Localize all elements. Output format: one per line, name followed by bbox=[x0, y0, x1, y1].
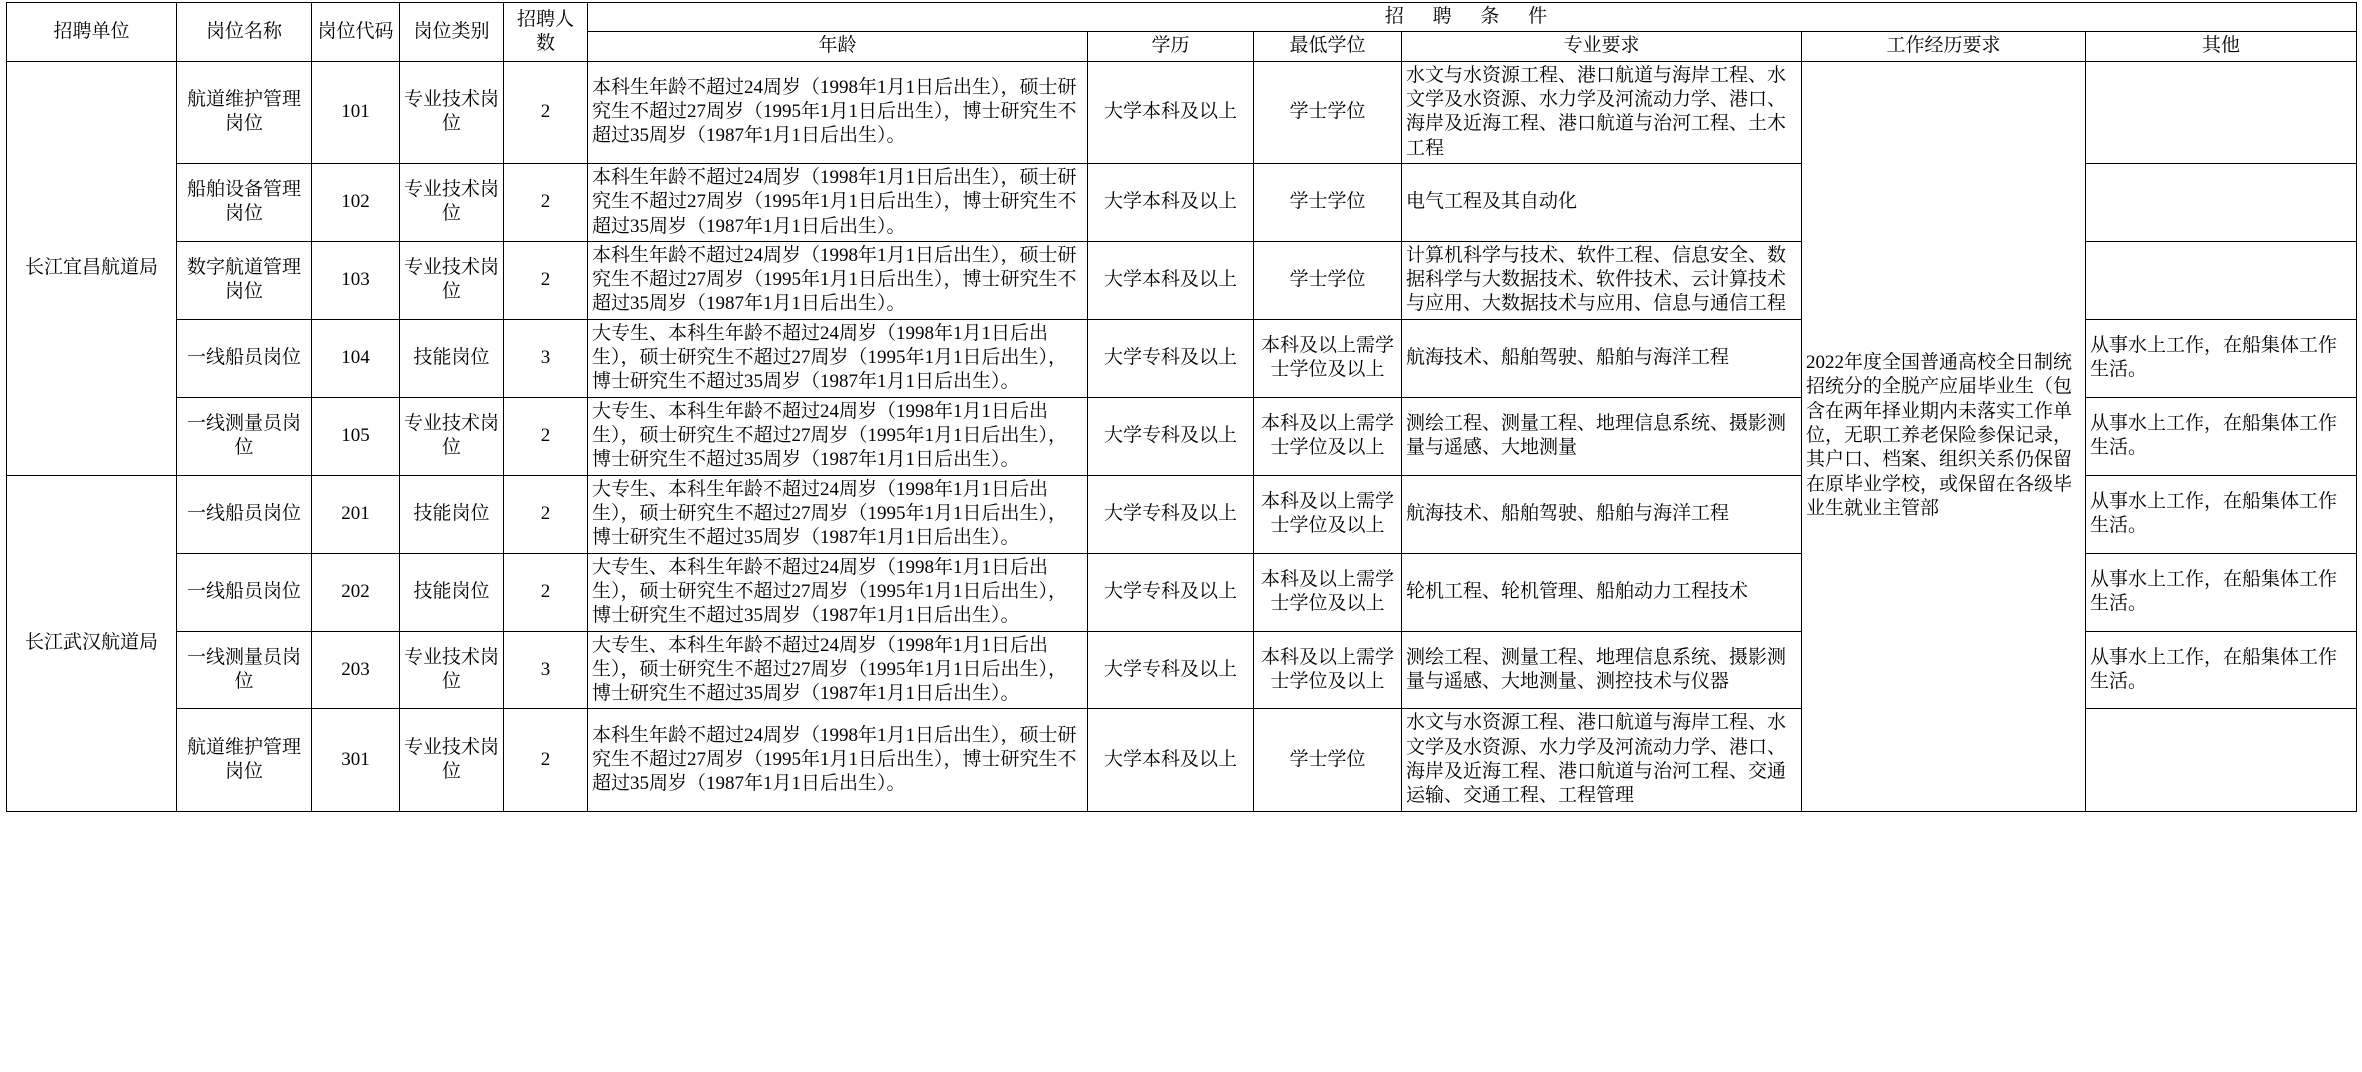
post-type-cell: 专业技术岗位 bbox=[400, 163, 504, 241]
header-min-degree: 最低学位 bbox=[1254, 32, 1402, 61]
age-cell: 大专生、本科生年龄不超过24周岁（1998年1月1日后出生），硕士研究生不超过27周岁（1995年1月1日后出生），博士研究生不超过35周岁（1987年1月1日后出生）。 bbox=[588, 631, 1088, 709]
education-cell: 大学专科及以上 bbox=[1088, 397, 1254, 475]
age-cell: 本科生年龄不超过24周岁（1998年1月1日后出生），硕士研究生不超过27周岁（1995年1月1日后出生），博士研究生不超过35周岁（1987年1月1日后出生）。 bbox=[588, 163, 1088, 241]
other-cell bbox=[2086, 61, 2357, 163]
age-cell: 大专生、本科生年龄不超过24周岁（1998年1月1日后出生），硕士研究生不超过27周岁（1995年1月1日后出生），博士研究生不超过35周岁（1987年1月1日后出生）。 bbox=[588, 397, 1088, 475]
major-cell: 测绘工程、测量工程、地理信息系统、摄影测量与遥感、大地测量 bbox=[1402, 397, 1802, 475]
header-major: 专业要求 bbox=[1402, 32, 1802, 61]
other-cell bbox=[2086, 241, 2357, 319]
other-cell: 从事水上工作，在船集体工作生活。 bbox=[2086, 553, 2357, 631]
unit-cell: 长江武汉航道局 bbox=[7, 475, 177, 811]
post-name-cell: 数字航道管理岗位 bbox=[177, 241, 312, 319]
post-type-cell: 技能岗位 bbox=[400, 553, 504, 631]
post-name-cell: 一线船员岗位 bbox=[177, 475, 312, 553]
post-code-cell: 103 bbox=[312, 241, 400, 319]
age-cell: 大专生、本科生年龄不超过24周岁（1998年1月1日后出生），硕士研究生不超过27周岁（1995年1月1日后出生），博士研究生不超过35周岁（1987年1月1日后出生）。 bbox=[588, 553, 1088, 631]
post-name-cell: 船舶设备管理岗位 bbox=[177, 163, 312, 241]
other-cell: 从事水上工作，在船集体工作生活。 bbox=[2086, 475, 2357, 553]
post-code-cell: 301 bbox=[312, 709, 400, 811]
headcount-cell: 3 bbox=[504, 631, 588, 709]
major-cell: 航海技术、船舶驾驶、船舶与海洋工程 bbox=[1402, 475, 1802, 553]
min-degree-cell: 本科及以上需学士学位及以上 bbox=[1254, 397, 1402, 475]
post-name-cell: 一线船员岗位 bbox=[177, 319, 312, 397]
major-cell: 水文与水资源工程、港口航道与海岸工程、水文学及水资源、水力学及河流动力学、港口、海岸及近海工程、港口航道与治河工程、交通运输、交通工程、工程管理 bbox=[1402, 709, 1802, 811]
age-cell: 本科生年龄不超过24周岁（1998年1月1日后出生），硕士研究生不超过27周岁（1995年1月1日后出生），博士研究生不超过35周岁（1987年1月1日后出生）。 bbox=[588, 61, 1088, 163]
education-cell: 大学专科及以上 bbox=[1088, 631, 1254, 709]
post-name-cell: 航道维护管理岗位 bbox=[177, 709, 312, 811]
post-type-cell: 技能岗位 bbox=[400, 475, 504, 553]
min-degree-cell: 本科及以上需学士学位及以上 bbox=[1254, 475, 1402, 553]
headcount-cell: 2 bbox=[504, 709, 588, 811]
post-type-cell: 专业技术岗位 bbox=[400, 61, 504, 163]
headcount-cell: 2 bbox=[504, 241, 588, 319]
header-post-code: 岗位代码 bbox=[312, 3, 400, 62]
post-code-cell: 202 bbox=[312, 553, 400, 631]
major-cell: 水文与水资源工程、港口航道与海岸工程、水文学及水资源、水力学及河流动力学、港口、海岸及近海工程、港口航道与治河工程、土木工程 bbox=[1402, 61, 1802, 163]
education-cell: 大学专科及以上 bbox=[1088, 319, 1254, 397]
post-code-cell: 201 bbox=[312, 475, 400, 553]
age-cell: 大专生、本科生年龄不超过24周岁（1998年1月1日后出生），硕士研究生不超过27周岁（1995年1月1日后出生），博士研究生不超过35周岁（1987年1月1日后出生）。 bbox=[588, 319, 1088, 397]
education-cell: 大学本科及以上 bbox=[1088, 709, 1254, 811]
headcount-cell: 2 bbox=[504, 553, 588, 631]
post-type-cell: 技能岗位 bbox=[400, 319, 504, 397]
major-cell: 计算机科学与技术、软件工程、信息安全、数据科学与大数据技术、软件技术、云计算技术与应用、大数据技术与应用、信息与通信工程 bbox=[1402, 241, 1802, 319]
min-degree-cell: 本科及以上需学士学位及以上 bbox=[1254, 319, 1402, 397]
headcount-cell: 3 bbox=[504, 319, 588, 397]
header-other: 其他 bbox=[2086, 32, 2357, 61]
table-row bbox=[7, 61, 2357, 163]
min-degree-cell: 学士学位 bbox=[1254, 163, 1402, 241]
post-name-cell: 航道维护管理岗位 bbox=[177, 61, 312, 163]
education-cell: 大学本科及以上 bbox=[1088, 163, 1254, 241]
min-degree-cell: 学士学位 bbox=[1254, 709, 1402, 811]
post-type-cell: 专业技术岗位 bbox=[400, 709, 504, 811]
headcount-cell: 2 bbox=[504, 163, 588, 241]
age-cell: 大专生、本科生年龄不超过24周岁（1998年1月1日后出生），硕士研究生不超过27周岁（1995年1月1日后出生），博士研究生不超过35周岁（1987年1月1日后出生）。 bbox=[588, 475, 1088, 553]
other-cell: 从事水上工作，在船集体工作生活。 bbox=[2086, 397, 2357, 475]
header-education: 学历 bbox=[1088, 32, 1254, 61]
major-cell: 电气工程及其自动化 bbox=[1402, 163, 1802, 241]
education-cell: 大学专科及以上 bbox=[1088, 553, 1254, 631]
other-cell: 从事水上工作，在船集体工作生活。 bbox=[2086, 319, 2357, 397]
post-code-cell: 101 bbox=[312, 61, 400, 163]
headcount-cell: 2 bbox=[504, 61, 588, 163]
other-cell: 从事水上工作，在船集体工作生活。 bbox=[2086, 631, 2357, 709]
unit-cell: 长江宜昌航道局 bbox=[7, 61, 177, 475]
age-cell: 本科生年龄不超过24周岁（1998年1月1日后出生），硕士研究生不超过27周岁（1995年1月1日后出生），博士研究生不超过35周岁（1987年1月1日后出生）。 bbox=[588, 709, 1088, 811]
post-type-cell: 专业技术岗位 bbox=[400, 397, 504, 475]
major-cell: 航海技术、船舶驾驶、船舶与海洋工程 bbox=[1402, 319, 1802, 397]
post-name-cell: 一线测量员岗位 bbox=[177, 397, 312, 475]
post-code-cell: 203 bbox=[312, 631, 400, 709]
education-cell: 大学本科及以上 bbox=[1088, 61, 1254, 163]
min-degree-cell: 学士学位 bbox=[1254, 241, 1402, 319]
headcount-cell: 2 bbox=[504, 397, 588, 475]
other-cell bbox=[2086, 709, 2357, 811]
education-cell: 大学专科及以上 bbox=[1088, 475, 1254, 553]
post-code-cell: 105 bbox=[312, 397, 400, 475]
post-code-cell: 102 bbox=[312, 163, 400, 241]
other-cell bbox=[2086, 163, 2357, 241]
headcount-cell: 2 bbox=[504, 475, 588, 553]
header-post-name: 岗位名称 bbox=[177, 3, 312, 62]
age-cell: 本科生年龄不超过24周岁（1998年1月1日后出生），硕士研究生不超过27周岁（1995年1月1日后出生），博士研究生不超过35周岁（1987年1月1日后出生）。 bbox=[588, 241, 1088, 319]
post-code-cell: 104 bbox=[312, 319, 400, 397]
experience-cell: 2022年度全国普通高校全日制统招统分的全脱产应届毕业生（包含在两年择业期内未落实工作单位，无职工养老保险参保记录，其户口、档案、组织关系仍保留在原毕业学校，或保留在各级毕业生就业主管部 bbox=[1802, 61, 2086, 811]
major-cell: 轮机工程、轮机管理、船舶动力工程技术 bbox=[1402, 553, 1802, 631]
post-name-cell: 一线测量员岗位 bbox=[177, 631, 312, 709]
min-degree-cell: 本科及以上需学士学位及以上 bbox=[1254, 553, 1402, 631]
header-unit: 招聘单位 bbox=[7, 3, 177, 62]
header-conditions: 招 聘 条 件 bbox=[588, 3, 2357, 32]
education-cell: 大学本科及以上 bbox=[1088, 241, 1254, 319]
header-experience: 工作经历要求 bbox=[1802, 32, 2086, 61]
header-headcount: 招聘人数 bbox=[504, 3, 588, 62]
recruitment-table bbox=[6, 2, 2357, 812]
post-type-cell: 专业技术岗位 bbox=[400, 241, 504, 319]
major-cell: 测绘工程、测量工程、地理信息系统、摄影测量与遥感、大地测量、测控技术与仪器 bbox=[1402, 631, 1802, 709]
post-name-cell: 一线船员岗位 bbox=[177, 553, 312, 631]
min-degree-cell: 本科及以上需学士学位及以上 bbox=[1254, 631, 1402, 709]
recruitment-table-sheet bbox=[0, 2, 2362, 812]
table-header-row-1 bbox=[7, 3, 2357, 32]
min-degree-cell: 学士学位 bbox=[1254, 61, 1402, 163]
post-type-cell: 专业技术岗位 bbox=[400, 631, 504, 709]
header-age: 年龄 bbox=[588, 32, 1088, 61]
header-post-type: 岗位类别 bbox=[400, 3, 504, 62]
